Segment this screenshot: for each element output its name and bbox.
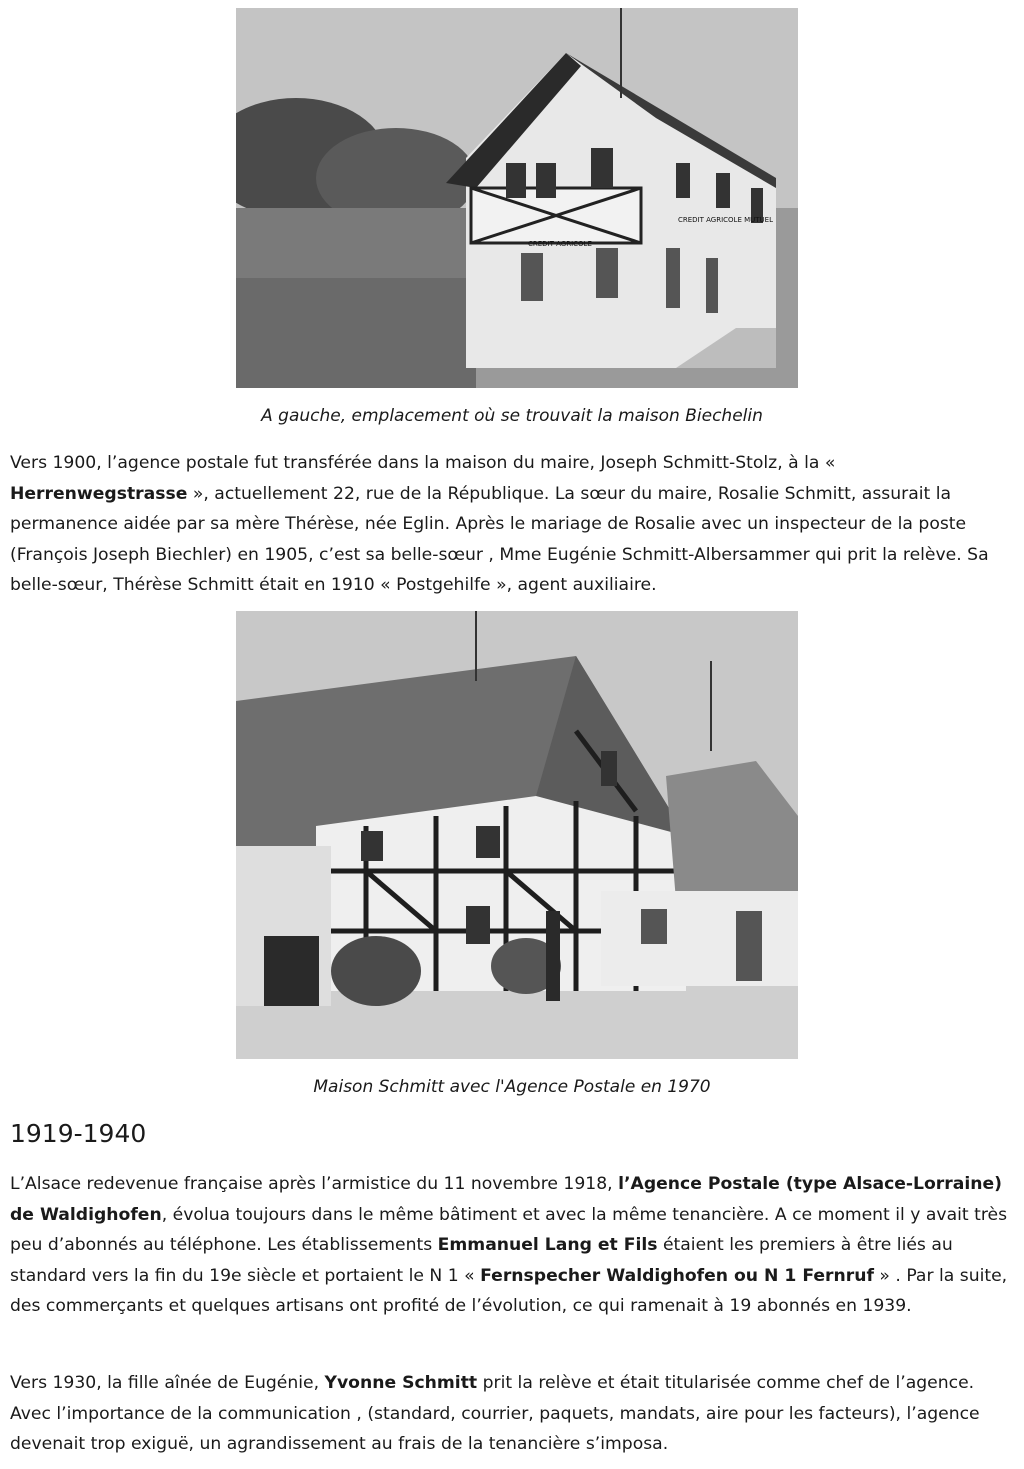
bold-text: Emmanuel Lang et Fils	[437, 1235, 658, 1255]
paragraph: Vers 1930, la fille aînée de Eugénie, Yvonne Schmitt prit la relève et était titularisée comme chef de l’agence. Avec l’importance de la communication , (standard, courrier, paquets, mandats, aire pour les facteurs), l’agence devenait trop exiguë, un agrandissement au frais de la tenancière s’imposa.	[10, 1373, 980, 1454]
bold-text: Yvonne Schmitt	[324, 1373, 478, 1393]
section-heading: 1919-1940	[10, 1119, 147, 1148]
photo-caption: Maison Schmitt avec l'Agence Postale en 1970	[313, 1077, 711, 1097]
photo-maison-schmitt	[236, 611, 798, 1059]
paragraph: L’Alsace redevenue française après l’armistice du 11 novembre 1918, l’Agence Postale (type Alsace-Lorraine) de Waldighofen, évolua toujours dans le même bâtiment et avec la même tenancière. A ce moment il y avait très peu d’abonnés au téléphone. Les établissements Emmanuel Lang et Fils étaient les premiers à être liés au standard vers la fin du 19e siècle et portaient le N 1 « Fernspecher Waldighofen ou N 1 Fernruf » . Par la suite, des commerçants et quelques artisans ont profité de l’évolution, ce qui ramenait à 19 abonnés en 1939.	[10, 1174, 1008, 1316]
paragraph: Vers 1900, l’agence postale fut transférée dans la maison du maire, Joseph Schmitt-Stolz, à la « Herrenwegstrasse », actuellement 22, rue de la République. La sœur du maire, Rosalie Schmitt, assurait la permanence aidée par sa mère Thérèse, née Eglin. Après le mariage de Rosalie avec un inspecteur de la poste (François Joseph Biechler) en 1905, c’est sa belle-sœur , Mme Eugénie Schmitt-Albersammer qui prit la relève. Sa belle-sœur, Thérèse Schmitt était en 1910 « Postgehilfe », agent auxiliaire.	[10, 453, 989, 595]
bold-text: Herrenwegstrasse	[10, 483, 188, 504]
sign-credit-agricole: CREDIT AGRICOLE	[528, 240, 592, 248]
photo-caption: A gauche, emplacement où se trouvait la maison Biechelin	[261, 406, 763, 426]
sign-credit-agricole-mutuel: CREDIT AGRICOLE MUTUEL	[678, 216, 773, 224]
bold-text: Fernspecher Waldighofen ou N 1 Fernruf	[480, 1265, 874, 1286]
photo-credit-agricole-building	[236, 8, 798, 388]
bold-text: l’Agence Postale (type Alsace-Lorraine) de Waldighofen	[10, 1174, 1002, 1225]
